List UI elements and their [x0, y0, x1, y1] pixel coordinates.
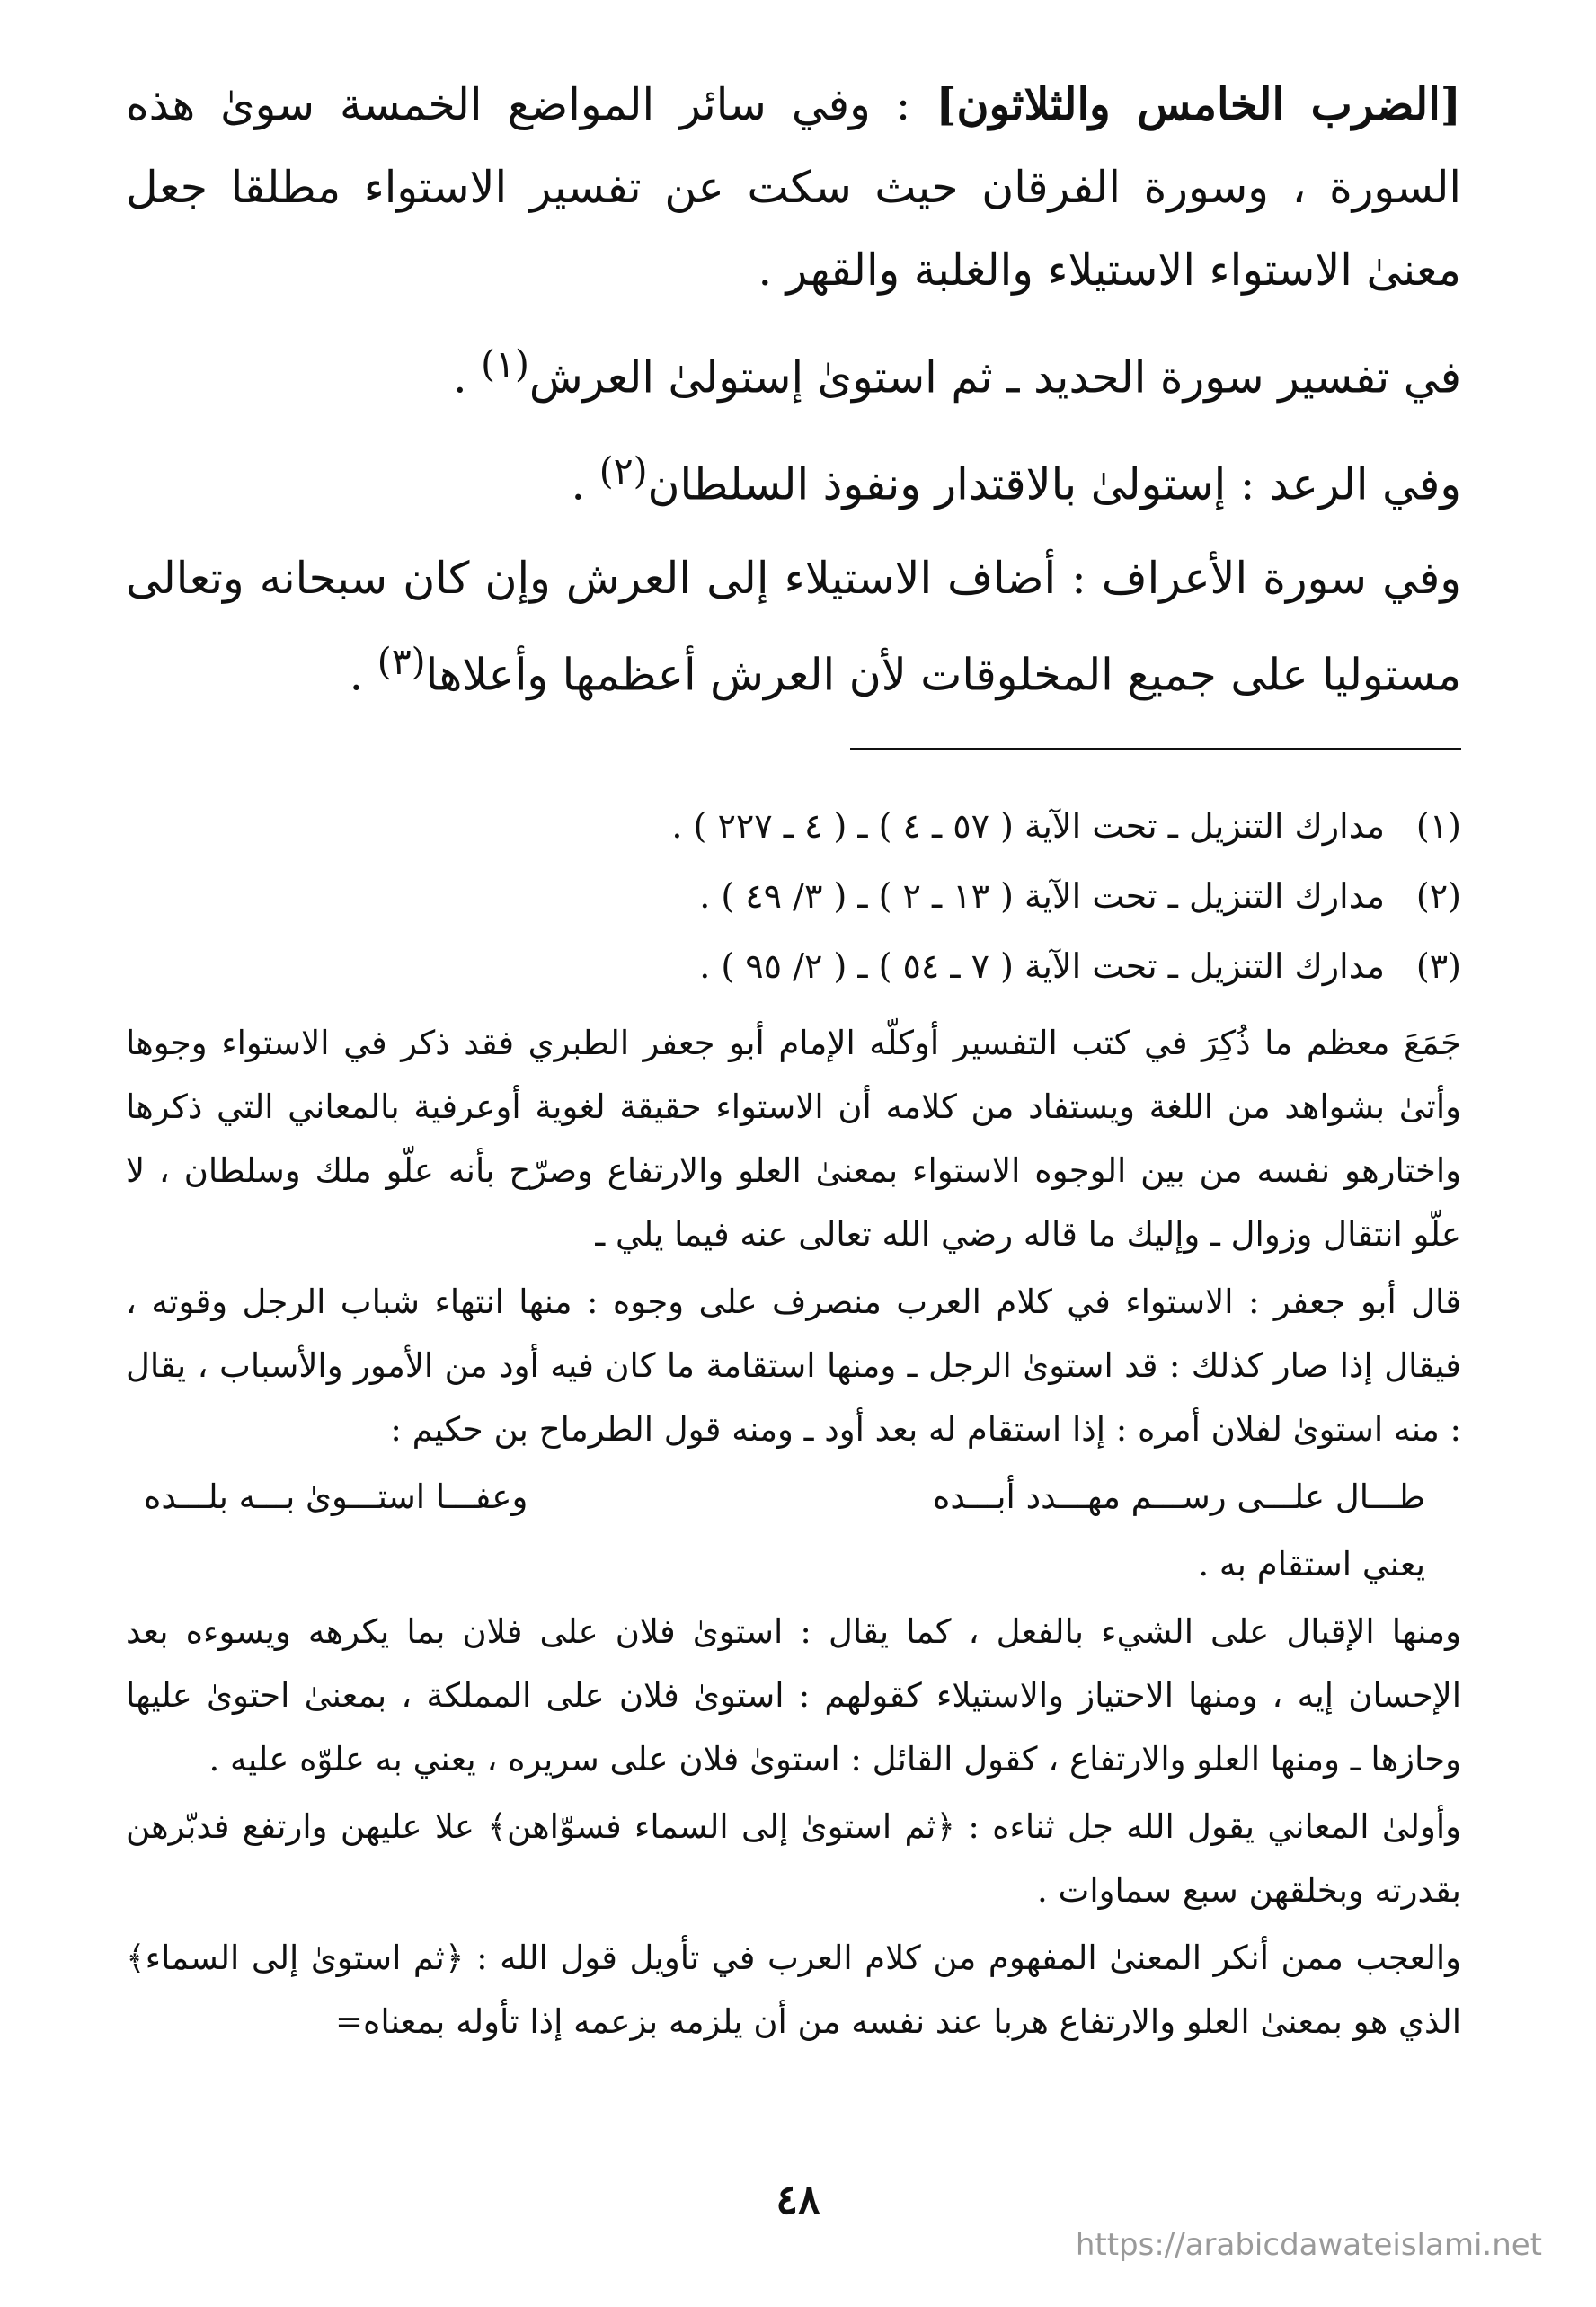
- footnote-number: (١): [1415, 806, 1461, 846]
- footnote-ref-3: (٣): [377, 639, 426, 683]
- poem-second-hemistich: وعفـــا استـــوىٰ بـــه بلـــده: [144, 1477, 528, 1516]
- footnote-text: مدارك التنزيل ـ تحت الآية ( ٥٧ ـ ٤ ) ـ ( ٤ ـ ٢٢٧ ) .: [671, 806, 1385, 846]
- page-number: ٤٨: [776, 2175, 820, 2223]
- main-paragraph-1-text: : وفي سائر المواضع الخمسة سوىٰ هذه السورة ، وسورة الفرقان حيث سكت عن تفسير الاستواء مطلقا جعل معنىٰ الاستواء الاستيلاء والغلبة والقهر .: [126, 79, 1461, 296]
- main-paragraph-4-end: .: [349, 648, 377, 700]
- main-paragraph-4-text: وفي سورة الأعراف : أضاف الاستيلاء إلى العرش وإن كان سبحانه وتعالى مستوليا على جميع المخلوقات لأن العرش أعظمها وأعلاها: [126, 552, 1461, 700]
- note-paragraph-3: ومنها الإقبال على الشيء بالفعل ، كما يقال : استوىٰ فلان على فلان بما يكرهه ويسوءه بعد الإحسان إيه ، ومنها الاحتياز والاستيلاء كقولهم : استوىٰ فلان على المملكة ، بمعنىٰ احتوىٰ عليها وحازها ـ ومنها العلو والارتفاع ، كقول القائل : استوىٰ فلان على سريره ، يعني به علوّه عليه .: [126, 1612, 1461, 1779]
- poem-verse: [126, 1465, 1461, 1529]
- footnote-text: مدارك التنزيل ـ تحت الآية ( ٧ ـ ٥٤ ) ـ ( ٢/ ٩٥ ) .: [699, 946, 1385, 986]
- footnotes: [126, 791, 1461, 1001]
- main-text: [126, 63, 1461, 727]
- section-heading: [الضرب الخامس والثلاثون]: [935, 78, 1461, 130]
- note-paragraph-5: والعجب ممن أنكر المعنىٰ المفهوم من كلام العرب في تأويل قول الله : ﴿ثم استوىٰ إلى السماء﴾ الذي هو بمعنىٰ العلو والارتفاع هربا عند نفسه من أن يلزمه بزعمه إذا تأوله بمعناه=: [126, 1939, 1461, 2041]
- main-paragraph-4: [126, 537, 1461, 716]
- watermark-url: https://arabicdawateislami.net: [1075, 2227, 1542, 2263]
- note-paragraph-1: جَمَعَ معظم ما ذُكِرَ في كتب التفسير أوكلّه الإمام أبو جعفر الطبري فقد ذكر في الاستواء وجوها وأتىٰ بشواهد من اللغة ويستفاد من كلامه أن الاستواء حقيقة لغوية أوعرفية بالمعاني التي ذكرها واختارهو نفسه من بين الوجوه الاستواء بمعنىٰ العلو والارتفاع وصرّح بأنه علّو ملك وسلطان ، لا علّو انتقال وزوال ـ وإليك ما قاله رضي الله تعالى عنه فيما يلي ـ: [126, 1024, 1461, 1254]
- main-paragraph-3-end: .: [571, 458, 599, 510]
- main-paragraph-2: [126, 323, 1461, 419]
- footnote-ref-1: (١): [481, 342, 529, 386]
- footnote-number: (٢): [1415, 876, 1461, 916]
- main-paragraph-3-text: وفي الرعد : إستولىٰ بالاقتدار ونفوذ السلطان: [647, 458, 1461, 510]
- main-paragraph-2-end: .: [452, 351, 482, 404]
- footnote-item: [126, 861, 1461, 931]
- footnote-item: [126, 791, 1461, 861]
- main-paragraph-2-text: في تفسير سورة الحديد ـ ثم استوىٰ إستولىٰ العرش: [528, 351, 1461, 404]
- footnote-number: (٣): [1415, 946, 1461, 986]
- commentary-notes: [126, 1011, 1461, 2057]
- main-paragraph-1: [126, 63, 1461, 312]
- footnote-separator: [850, 748, 1461, 750]
- note-paragraph-2: قال أبو جعفر : الاستواء في كلام العرب منصرف على وجوه : منها انتهاء شباب الرجل وقوته ، فيقال إذا صار كذلك : قد استوىٰ الرجل ـ ومنها استقامة ما كان فيه أود من الأمور والأسباب ، يقال : منه استوىٰ لفلان أمره : إذا استقام له بعد أود ـ ومنه قول الطرماح بن حكيم :: [126, 1282, 1461, 1449]
- footnote-text: مدارك التنزيل ـ تحت الآية ( ١٣ ـ ٢ ) ـ ( ٣/ ٤٩ ) .: [699, 876, 1385, 916]
- note-paragraph-4: وأولىٰ المعاني يقول الله جل ثناءه : ﴿ثم استوىٰ إلى السماء فسوّاهن﴾ علا عليهن وارتفع فدبّرهن بقدرته وبخلقهن سبع سماوات .: [126, 1807, 1461, 1910]
- main-paragraph-3: [126, 430, 1461, 526]
- poem-first-hemistich: طـــال علـــى رســـم مهـــدد أبـــده: [932, 1477, 1425, 1516]
- footnote-item: [126, 931, 1461, 1001]
- poem-explanation: يعني استقام به .: [1198, 1545, 1425, 1584]
- footnote-ref-2: (٢): [598, 449, 648, 493]
